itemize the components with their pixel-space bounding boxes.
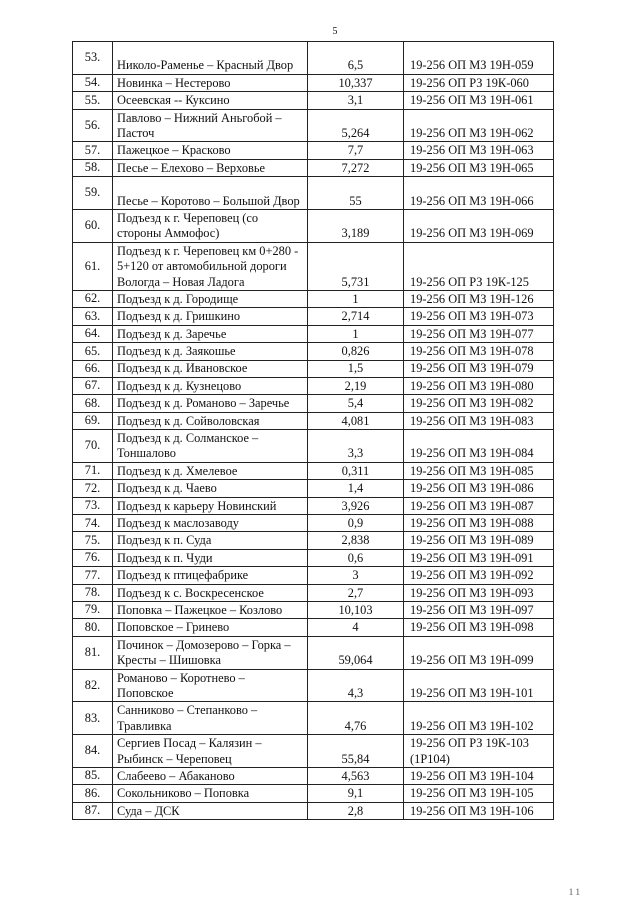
table-row [73, 325, 554, 342]
road-length: 0,9 [308, 515, 404, 532]
road-name: Подъезд к карьеру Новинский [113, 497, 308, 514]
road-name: Подъезд к д. Хмелевое [113, 462, 308, 479]
row-number: 55. [73, 92, 113, 109]
road-name: Поповка – Пажецкое – Козлово [113, 601, 308, 618]
road-name: Павлово – Нижний Аньгобой – Пасточ [113, 109, 308, 142]
row-number: 73. [73, 497, 113, 514]
road-id-code: 19-256 ОП МЗ 19Н-073 [404, 308, 554, 325]
road-length: 4 [308, 619, 404, 636]
row-number: 77. [73, 567, 113, 584]
road-name: Подъезд к д. Сойволовская [113, 412, 308, 429]
row-number: 81. [73, 636, 113, 669]
road-length: 0,6 [308, 549, 404, 566]
road-name: Слабеево – Абаканово [113, 767, 308, 784]
table-row [73, 308, 554, 325]
road-name: Пажецкое – Красково [113, 142, 308, 159]
row-number: 84. [73, 735, 113, 768]
row-number: 85. [73, 767, 113, 784]
road-id-code: 19-256 ОП МЗ 19Н-083 [404, 412, 554, 429]
table-row [73, 142, 554, 159]
road-name: Починок – Домозерово – Горка – Кресты – Шишовка [113, 636, 308, 669]
road-length: 2,7 [308, 584, 404, 601]
road-id-code: 19-256 ОП РЗ 19К-125 [404, 242, 554, 290]
table-row [73, 395, 554, 412]
road-name: Николо-Раменье – Красный Двор [113, 42, 308, 75]
road-name: Подъезд к д. Заякошье [113, 343, 308, 360]
road-id-code: 19-256 ОП МЗ 19Н-062 [404, 109, 554, 142]
road-id-code: 19-256 ОП МЗ 19Н-082 [404, 395, 554, 412]
table-row [73, 532, 554, 549]
road-id-code: 19-256 ОП МЗ 19Н-086 [404, 480, 554, 497]
table-row [73, 360, 554, 377]
table-row [73, 636, 554, 669]
table-row [73, 377, 554, 394]
table-row [73, 549, 554, 566]
road-length: 4,563 [308, 767, 404, 784]
road-length: 2,838 [308, 532, 404, 549]
table-row [73, 735, 554, 768]
road-name: Подъезд к д. Гришкино [113, 308, 308, 325]
road-length: 2,19 [308, 377, 404, 394]
road-length: 5,731 [308, 242, 404, 290]
road-length: 1 [308, 325, 404, 342]
row-number: 56. [73, 109, 113, 142]
table-row [73, 462, 554, 479]
row-number: 62. [73, 290, 113, 307]
road-length: 9,1 [308, 785, 404, 802]
road-name: Подъезд к д. Заречье [113, 325, 308, 342]
road-length: 10,337 [308, 74, 404, 91]
row-number: 63. [73, 308, 113, 325]
table-row [73, 702, 554, 735]
table-row [73, 209, 554, 242]
road-length: 7,7 [308, 142, 404, 159]
table-row [73, 42, 554, 75]
road-id-code: 19-256 ОП МЗ 19Н-084 [404, 430, 554, 463]
road-id-code: 19-256 ОП МЗ 19Н-080 [404, 377, 554, 394]
road-name: Подъезд к д. Кузнецово [113, 377, 308, 394]
row-number: 70. [73, 430, 113, 463]
row-number: 60. [73, 209, 113, 242]
road-name: Новинка – Нестерово [113, 74, 308, 91]
road-name: Осеевская -- Куксино [113, 92, 308, 109]
row-number: 67. [73, 377, 113, 394]
road-length: 0,826 [308, 343, 404, 360]
row-number: 71. [73, 462, 113, 479]
roads-table [72, 41, 554, 820]
road-length: 3 [308, 567, 404, 584]
road-name: Романово – Коротнево – Поповское [113, 669, 308, 702]
table-row [73, 767, 554, 784]
road-id-code: 19-256 ОП МЗ 19Н-065 [404, 159, 554, 176]
road-id-code: 19-256 ОП МЗ 19Н-091 [404, 549, 554, 566]
table-row [73, 480, 554, 497]
row-number: 72. [73, 480, 113, 497]
table-row [73, 567, 554, 584]
row-number: 69. [73, 412, 113, 429]
table-row [73, 92, 554, 109]
road-name: Подъезд к д. Романово – Заречье [113, 395, 308, 412]
row-number: 54. [73, 74, 113, 91]
row-number: 79. [73, 601, 113, 618]
road-id-code: 19-256 ОП МЗ 19Н-069 [404, 209, 554, 242]
row-number: 66. [73, 360, 113, 377]
road-id-code: 19-256 ОП МЗ 19Н-092 [404, 567, 554, 584]
road-length: 10,103 [308, 601, 404, 618]
road-length: 55,84 [308, 735, 404, 768]
road-id-code: 19-256 ОП МЗ 19Н-063 [404, 142, 554, 159]
table-row [73, 584, 554, 601]
row-number: 83. [73, 702, 113, 735]
road-name: Подъезд к д. Солманское – Тоншалово [113, 430, 308, 463]
row-number: 82. [73, 669, 113, 702]
road-length: 2,714 [308, 308, 404, 325]
row-number: 53. [73, 42, 113, 75]
road-id-code: 19-256 ОП МЗ 19Н-087 [404, 497, 554, 514]
road-id-code: 19-256 ОП МЗ 19Н-079 [404, 360, 554, 377]
road-name: Поповское – Гринево [113, 619, 308, 636]
road-length: 1,4 [308, 480, 404, 497]
road-name: Подъезд к птицефабрике [113, 567, 308, 584]
row-number: 87. [73, 802, 113, 819]
road-id-code: 19-256 ОП МЗ 19Н-085 [404, 462, 554, 479]
road-length: 1 [308, 290, 404, 307]
road-name: Песье – Елехово – Верховье [113, 159, 308, 176]
road-id-code: 19-256 ОП МЗ 19Н-099 [404, 636, 554, 669]
road-length: 4,081 [308, 412, 404, 429]
table-row [73, 177, 554, 210]
road-length: 3,926 [308, 497, 404, 514]
road-name: Подъезд к г. Череповец км 0+280 - 5+120 от автомобильной дороги Вологда – Новая Ладога [113, 242, 308, 290]
roads-table-body [73, 42, 554, 820]
road-length: 7,272 [308, 159, 404, 176]
table-row [73, 430, 554, 463]
road-length: 5,264 [308, 109, 404, 142]
row-number: 86. [73, 785, 113, 802]
row-number: 80. [73, 619, 113, 636]
road-length: 4,3 [308, 669, 404, 702]
table-row [73, 242, 554, 290]
road-id-code: 19-256 ОП МЗ 19Н-097 [404, 601, 554, 618]
road-length: 3,3 [308, 430, 404, 463]
row-number: 57. [73, 142, 113, 159]
road-name: Сокольниково – Поповка [113, 785, 308, 802]
road-length: 4,76 [308, 702, 404, 735]
road-id-code: 19-256 ОП МЗ 19Н-066 [404, 177, 554, 210]
road-id-code: 19-256 ОП МЗ 19Н-088 [404, 515, 554, 532]
road-name: Подъезд к п. Чуди [113, 549, 308, 566]
road-id-code: 19-256 ОП РЗ 19К-060 [404, 74, 554, 91]
road-length: 3,189 [308, 209, 404, 242]
road-name: Подъезд к г. Череповец (со стороны Аммофос) [113, 209, 308, 242]
road-name: Санниково – Степанково – Травливка [113, 702, 308, 735]
row-number: 64. [73, 325, 113, 342]
road-name: Подъезд к д. Городище [113, 290, 308, 307]
table-row [73, 343, 554, 360]
footer-mark: 1 1 [568, 887, 580, 897]
row-number: 59. [73, 177, 113, 210]
row-number: 58. [73, 159, 113, 176]
road-name: Подъезд к с. Воскресенское [113, 584, 308, 601]
road-id-code: 19-256 ОП МЗ 19Н-077 [404, 325, 554, 342]
table-row [73, 802, 554, 819]
road-name: Подъезд к д. Ивановское [113, 360, 308, 377]
road-id-code: 19-256 ОП МЗ 19Н-106 [404, 802, 554, 819]
row-number: 61. [73, 242, 113, 290]
road-name: Суда – ДСК [113, 802, 308, 819]
table-row [73, 497, 554, 514]
road-length: 1,5 [308, 360, 404, 377]
road-id-code: 19-256 ОП МЗ 19Н-093 [404, 584, 554, 601]
row-number: 75. [73, 532, 113, 549]
table-row [73, 74, 554, 91]
road-length: 55 [308, 177, 404, 210]
road-id-code: 19-256 ОП МЗ 19Н-101 [404, 669, 554, 702]
road-name: Песье – Коротово – Большой Двор [113, 177, 308, 210]
road-name: Подъезд к д. Чаево [113, 480, 308, 497]
table-row [73, 515, 554, 532]
road-id-code: 19-256 ОП МЗ 19Н-098 [404, 619, 554, 636]
road-name: Сергиев Посад – Калязин – Рыбинск – Череповец [113, 735, 308, 768]
table-row [73, 109, 554, 142]
row-number: 76. [73, 549, 113, 566]
table-row [73, 669, 554, 702]
road-id-code: 19-256 ОП МЗ 19Н-104 [404, 767, 554, 784]
road-id-code: 19-256 ОП МЗ 19Н-078 [404, 343, 554, 360]
road-id-code: 19-256 ОП РЗ 19К-103 (1Р104) [404, 735, 554, 768]
road-name: Подъезд к п. Суда [113, 532, 308, 549]
road-name: Подъезд к маслозаводу [113, 515, 308, 532]
road-id-code: 19-256 ОП МЗ 19Н-059 [404, 42, 554, 75]
road-length: 5,4 [308, 395, 404, 412]
road-length: 2,8 [308, 802, 404, 819]
road-id-code: 19-256 ОП МЗ 19Н-102 [404, 702, 554, 735]
road-id-code: 19-256 ОП МЗ 19Н-089 [404, 532, 554, 549]
road-length: 0,311 [308, 462, 404, 479]
road-length: 3,1 [308, 92, 404, 109]
road-length: 59,064 [308, 636, 404, 669]
table-row [73, 785, 554, 802]
row-number: 74. [73, 515, 113, 532]
table-row [73, 290, 554, 307]
road-id-code: 19-256 ОП МЗ 19Н-126 [404, 290, 554, 307]
table-row [73, 412, 554, 429]
road-length: 6,5 [308, 42, 404, 75]
table-row [73, 619, 554, 636]
table-row [73, 159, 554, 176]
road-id-code: 19-256 ОП МЗ 19Н-105 [404, 785, 554, 802]
row-number: 78. [73, 584, 113, 601]
page-number: 5 [332, 26, 338, 37]
road-id-code: 19-256 ОП МЗ 19Н-061 [404, 92, 554, 109]
table-row [73, 601, 554, 618]
row-number: 65. [73, 343, 113, 360]
row-number: 68. [73, 395, 113, 412]
